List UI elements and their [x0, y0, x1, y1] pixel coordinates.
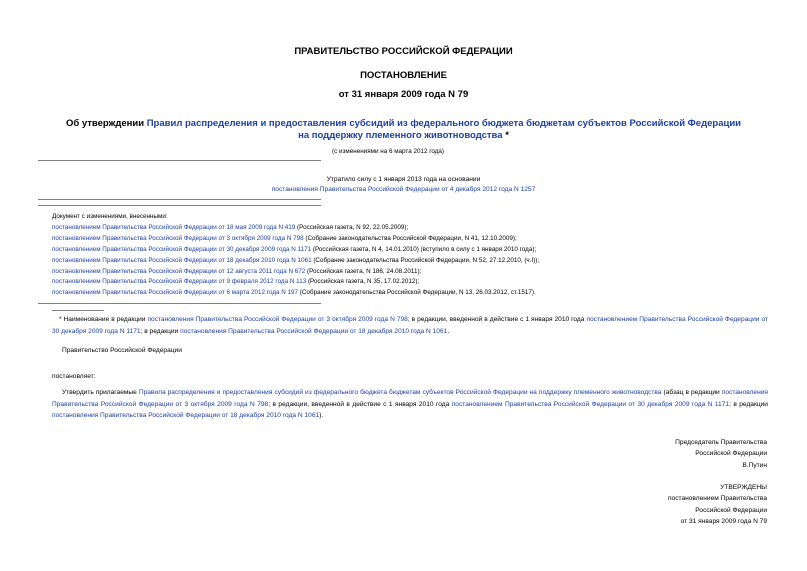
government-line: Правительство Российской Федерации — [62, 347, 182, 354]
title-prefix: Об утверждении — [65, 118, 147, 129]
doc-date-number: от 31 января 2009 года N 79 — [338, 89, 469, 100]
list-item — [52, 245, 772, 256]
amendment-link[interactable]: постановлением Правительства Российской Федерации от 6 марта 2012 года N 197 — [52, 289, 299, 297]
amendment-link[interactable]: постановлением Правительства Российской Федерации от 30 декабря 2009 года N 1171 — [451, 400, 730, 408]
resolves-line: постановляет: — [52, 373, 96, 380]
list-item — [52, 277, 772, 288]
paragraph-text: (абзац в редакции — [661, 389, 722, 396]
approval-line: постановлением Правительства — [667, 495, 767, 503]
amendment-note: (Российская газета, N 186, 24.08.2011); — [305, 267, 422, 275]
approval-line: Российской Федерации — [695, 506, 767, 514]
amendment-link[interactable]: постановлением Правительства Российской Федерации от 18 мая 2009 года N 419 — [52, 223, 296, 231]
footnote-divider — [52, 310, 104, 311]
divider — [38, 160, 321, 161]
amendment-note: (Собрание законодательства Российской Федерации, N 13, 26.03.2012, ст.1517). — [298, 289, 536, 297]
paragraph-text: ; в редакции, введенной в действие с 1 января 2010 года — [268, 400, 452, 408]
approval-block — [668, 482, 767, 527]
edits-note: (с изменениями на 6 марта 2012 года) — [332, 148, 445, 155]
expired-text: Утратило силу с 1 января 2013 года на основании — [326, 176, 481, 183]
footnote-link[interactable]: постановлением Правительства Российской Федерации от 30 декабря 2009 года N 1171 — [52, 316, 768, 335]
amendments-list — [52, 212, 772, 299]
amendment-note: (Российская газета, N 35, 17.02.2012); — [306, 278, 420, 286]
amendment-link[interactable]: постановлением Правительства Российской Федерации от 30 декабря 2009 года N 1171 — [52, 245, 312, 253]
amendment-note: (Собрание законодательства Российской Федерации, N 52, 27.12.2010, (ч.I)); — [311, 256, 540, 264]
amendment-link[interactable]: постановлением Правительства Российской Федерации от 3 октября 2009 года N 798 — [52, 234, 304, 242]
signature-title: Российской Федерации — [695, 450, 767, 458]
footnote-text: . — [447, 327, 450, 335]
amendment-note: (Российская газета, N 92, 22.05.2009); — [295, 223, 409, 231]
expired-decree-link[interactable]: постановления Правительства Российской Федерации от 4 декабря 2012 года N 1257 — [271, 186, 536, 193]
footnote-link[interactable]: постановления Правительства Российской Федерации от 18 декабря 2010 года N 1061 — [180, 327, 448, 335]
signature-title: Председатель Правительства — [675, 439, 767, 446]
approval-line: от 31 января 2009 года N 79 — [680, 517, 767, 525]
divider — [38, 199, 321, 200]
title-rules-link[interactable]: Правил распределения и предоставления субсидий из федерального бюджета бюджетам субъектов Российской Федерации на поддержку племенного животноводства — [146, 118, 741, 141]
amendment-link[interactable]: постановлением Правительства Российской Федерации от 9 февраля 2012 года N 113 — [52, 278, 307, 286]
amendment-link[interactable]: постановления Правительства Российской Федерации от 3 октября 2009 года N 798 — [52, 389, 768, 408]
title-suffix: * — [502, 130, 509, 141]
resolution-paragraph — [52, 387, 768, 422]
list-item — [52, 256, 772, 267]
amendment-link[interactable]: постановлением Правительства Российской Федерации от 12 августа 2011 года N 672 — [52, 267, 306, 275]
paragraph-text: Утвердить прилагаемые — [62, 389, 139, 396]
paragraph-text: ). — [319, 412, 324, 419]
list-item — [52, 288, 772, 299]
amendments-intro: Документ с изменениями, внесенными: — [52, 213, 168, 220]
rules-link[interactable]: Правила распределения и предоставления субсидий из федерального бюджета бюджетам субъектов Российской Федерации на поддержку племенного животноводства — [138, 389, 662, 396]
paragraph-text: ; в редакции — [729, 400, 768, 408]
footnote-text: ; в редакции — [140, 327, 181, 335]
list-item — [52, 234, 772, 245]
government-heading: ПРАВИТЕЛЬСТВО РОССИЙСКОЙ ФЕДЕРАЦИИ — [294, 46, 513, 57]
doc-type-heading: ПОСТАНОВЛЕНИЕ — [360, 70, 447, 81]
title-footnote — [52, 314, 768, 337]
list-item — [52, 223, 772, 234]
amendment-note: (Российская газета, N 4, 14.01.2010) (вступило в силу с 1 января 2010 года); — [311, 245, 537, 253]
divider — [38, 303, 321, 304]
amendment-link[interactable]: постановления Правительства Российской Федерации от 18 декабря 2010 года N 1061 — [52, 412, 320, 419]
expired-note — [0, 175, 807, 195]
footnote-text: * Наименование в редакции — [59, 316, 148, 323]
footnote-text: ; в редакции, введенной в действие с 1 января 2010 года — [407, 316, 587, 323]
amendment-link[interactable]: постановлением Правительства Российской Федерации от 18 декабря 2010 года N 1061 — [52, 256, 312, 264]
footnote-link[interactable]: постановления Правительства Российской Федерации от 3 октября 2009 года N 798 — [147, 316, 408, 323]
list-item — [52, 267, 772, 278]
signature-block — [675, 437, 767, 471]
signature-name: В.Путин — [742, 461, 767, 469]
approval-heading: УТВЕРЖДЕНЫ — [720, 484, 767, 491]
document-title — [0, 118, 807, 142]
amendment-note: (Собрание законодательства Российской Федерации, N 41, 12.10.2009); — [303, 234, 517, 242]
divider — [38, 205, 321, 206]
